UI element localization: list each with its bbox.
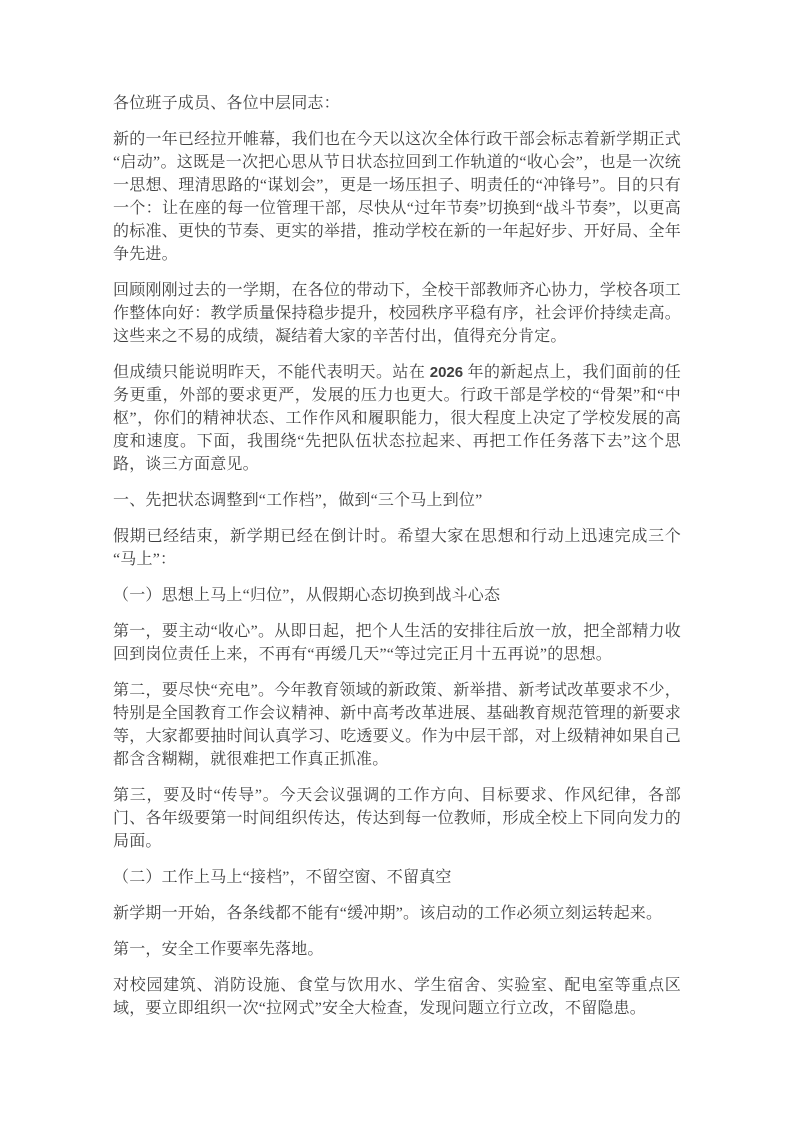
section-1-intro-paragraph: 假期已经结束，新学期已经在倒计时。希望大家在思想和行动上迅速完成三个“马上”： [113, 528, 681, 568]
point-first-paragraph: 第一，要主动“收心”。从即日起，把个人生活的安排往后放一放，把全部精力收回到岗位责任上来，不再有“再缓几天”“等过完正月十五再说”的思想。 [113, 623, 681, 663]
safety-first-paragraph: 第一，安全工作要率先落地。 [113, 941, 324, 958]
no-buffer-paragraph: 新学期一开始，各条线都不能有“缓冲期”。该启动的工作必须立刻运转起来。 [113, 905, 663, 922]
safety-inspection-paragraph: 对校园建筑、消防设施、食堂与饮用水、学生宿舍、实验室、配电室等重点区域，要立即组织一次“拉网式”安全大检查，发现问题立行立改，不留隐患。 [113, 977, 681, 1017]
subsection-1-2-heading: （二）工作上马上“接档”，不留空窗、不留真空 [113, 869, 452, 886]
outlook-paragraph-post: 年的新起点上，我们面前的任务更重，外部的要求更严，发展的压力也更大。行政干部是学校的“骨架”和“中枢”，你们的精神状态、工作作风和履职能力，很大程度上决定了学校发展的高度和速度。下面，我围绕“先把队伍状态拉起来、再把工作任务落下去”这个思路，谈三方面意见。 [113, 364, 681, 473]
year-number: 2026 [429, 364, 464, 381]
point-second-paragraph: 第二，要尽快“充电”。今年教育领域的新政策、新举措、新考试改革要求不少，特别是全国教育工作会议精神、新中高考改革进展、基础教育规范管理的新要求等，大家都要抽时间认真学习、吃透要义。作为中层干部，对上级精神如果自己都含含糊糊，就很难把工作真正抓准。 [113, 682, 681, 768]
salutation-line: 各位班子成员、各位中层同志： [113, 95, 340, 112]
review-paragraph: 回顾刚刚过去的一学期，在各位的带动下，全校干部教师齐心协力，学校各项工作整体向好：教学质量保持稳步提升，校园秩序平稳有序，社会评价持续走高。这些来之不易的成绩，凝结着大家的辛苦付出，值得充分肯定。 [113, 282, 681, 345]
section-1-heading: 一、先把状态调整到“工作档”，做到“三个马上到位” [113, 492, 483, 509]
opening-paragraph: 新的一年已经拉开帷幕，我们也在今天以这次全体行政干部会标志着新学期正式“启动”。这既是一次把心思从节日状态拉回到工作轨道的“收心会”，也是一次统一思想、理清思路的“谋划会”，更是一场压担子、明责任的“冲锋号”。目的只有一个：让在座的每一位管理干部，尽快从“过年节奏”切换到“战斗节奏”，以更高的标准、更快的节奏、更实的举措，推动学校在新的一年起好步、开好局、全年争先进。 [113, 131, 681, 263]
outlook-paragraph-pre: 但成绩只能说明昨天，不能代表明天。站在 [113, 364, 430, 381]
point-third-paragraph: 第三，要及时“传导”。今天会议强调的工作方向、目标要求、作风纪律，各部门、各年级要第一时间组织传达，传达到每一位教师，形成全校上下同向发力的局面。 [113, 787, 681, 850]
subsection-1-1-heading: （一）思想上马上“归位”，从假期心态切换到战斗心态 [113, 587, 501, 604]
outlook-paragraph [113, 361, 681, 476]
